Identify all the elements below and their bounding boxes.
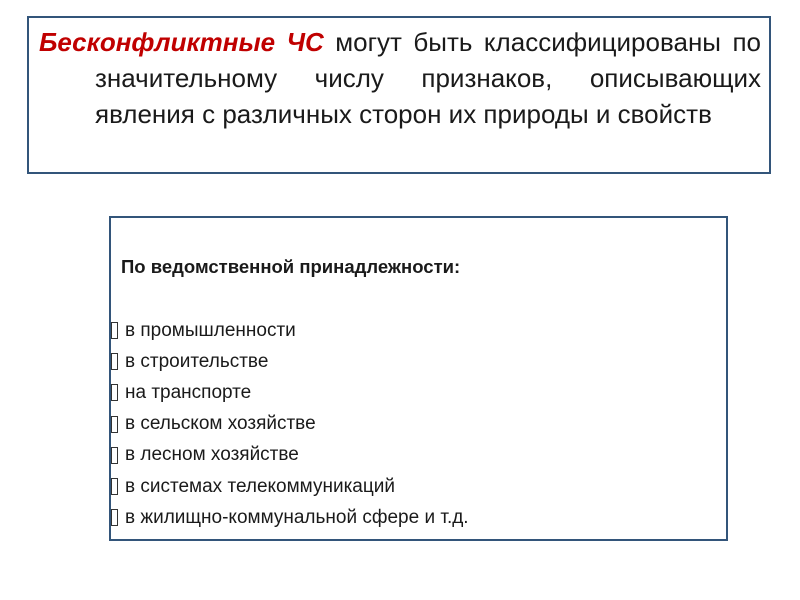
list-item: [111, 471, 469, 502]
bullet-icon: [111, 447, 118, 464]
bullet-icon: [111, 384, 118, 401]
classification-list: [111, 315, 469, 533]
list-item-text: на транспорте: [125, 381, 252, 403]
highlight-term: Бесконфликтные: [39, 27, 276, 57]
classification-heading: По ведомственной принадлежности:: [121, 256, 461, 277]
list-item-text: в промышленности: [125, 319, 296, 341]
intro-text: могут быть классифицированы по значительному числу признаков, описывающих явления с различных сторон их природы и свойств: [95, 27, 761, 129]
bullet-icon: [111, 353, 118, 370]
bullet-icon: [111, 322, 118, 339]
list-item: [111, 346, 469, 377]
list-item-text: в системах телекоммуникаций: [125, 475, 395, 497]
list-item: [111, 502, 469, 533]
intro-paragraph: [39, 24, 761, 132]
bullet-icon: [111, 478, 118, 495]
list-item: [111, 377, 469, 408]
classification-panel: [109, 216, 728, 541]
list-item-text: в строительстве: [125, 350, 269, 372]
bullet-icon: [111, 509, 118, 526]
highlight-abbreviation: ЧС: [286, 27, 324, 57]
intro-panel: [27, 16, 771, 174]
list-item-text: в сельском хозяйстве: [125, 413, 316, 435]
bullet-icon: [111, 416, 118, 433]
list-item: [111, 440, 469, 471]
list-item-text: в лесном хозяйстве: [125, 444, 299, 466]
list-item: [111, 409, 469, 440]
list-item-text: в жилищно-коммунальной сфере и т.д.: [125, 506, 469, 528]
list-item: [111, 315, 469, 346]
